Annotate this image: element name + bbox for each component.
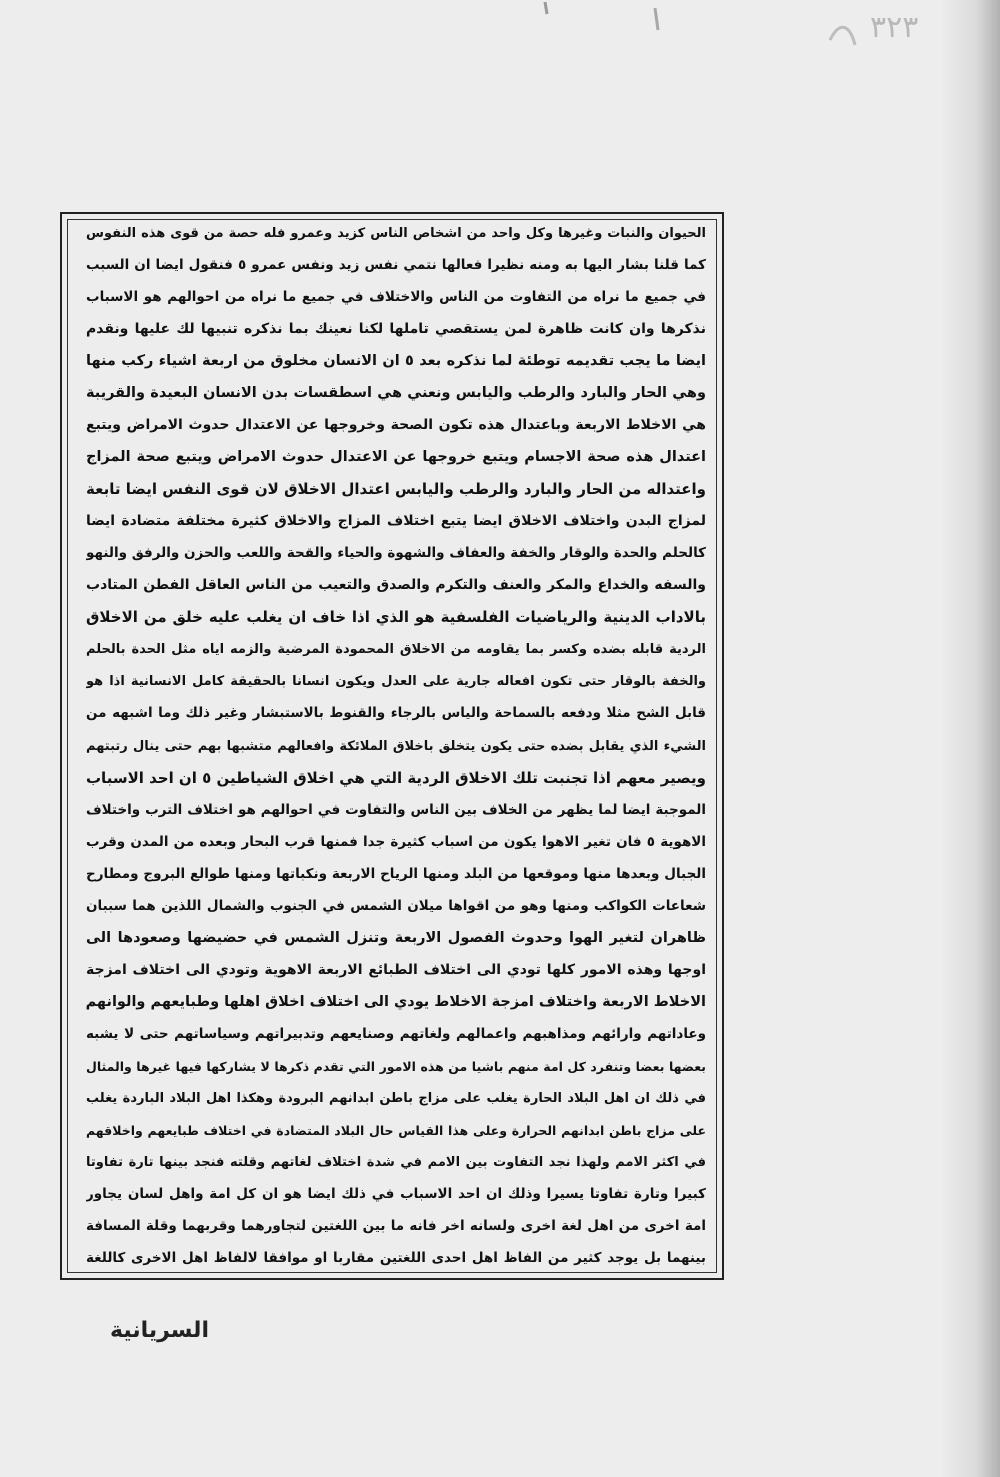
text-line: في اكثر الامم ولهذا نجد التفاوت بين الامم في شدة اختلاف لغاتهم وقلته فنجد بينها تارة تفاوتا (86, 1154, 706, 1170)
text-line: ويصير معهم اذا تجنبت تلك الاخلاق الردية التي هي اخلاق الشياطين ٥ ان احد الاسباب (86, 768, 706, 787)
text-line: امة اخرى من اهل لغة اخرى ولسانه اخر فانه ما بين اللغتين لتجاورهما وقربهما وقلة المسافة (86, 1217, 706, 1234)
text-line: واعتداله من الحار والبارد والرطب واليابس اعتدال الاخلاق لان قوى النفس ايضا تابعة (86, 480, 706, 499)
text-line: بينهما بل يوجد كثير من الفاظ اهل احدى اللغتين مقاربا او موافقا لالفاظ اهل الاخرى كاللغة (86, 1250, 706, 1266)
text-line: نذكرها وان كانت ظاهرة لمن يستقصي تاملها لكنا نعينك بما نذكره تنبيها لك عليها ونقدم (86, 321, 706, 338)
text-line: ظاهران لتغير الهوا وحدوث الفصول الاربعة وتنزل الشمس في حضيضها وصعودها الى (86, 929, 706, 946)
text-line: في جميع ما نراه من التفاوت من الناس والاختلاف في جميع ما نراه من احوالهم هو الاسباب (86, 289, 706, 306)
text-line: في ذلك ان اهل البلاد الحارة يغلب على مزاج باطن ابدانهم البرودة وهكذا اهل البلاد الباردة يغلب (86, 1090, 706, 1106)
text-line: اعتدال هذه صحة الاجسام ويتبع خروجها عن الاعتدال حدوث الامراض ويتبع صحة المزاج (86, 449, 706, 466)
text-line: الموجبة ايضا لما يظهر من الخلاف بين الناس والتفاوت في احوالهم هو اختلاف الترب واختلاف (86, 801, 706, 818)
text-line: شعاعات الكواكب ومنها وهو من اقواها ميلان الشمس في الجنوب والشمال اللذين هما سببان (86, 897, 706, 914)
text-line: كما قلنا بشار اليها به ومنه نظيرا فعالها نتمي نفس زيد ونفس عمرو ٥ فنقول ايضا ان السبب (86, 257, 706, 274)
folio-number: ٣٢٣ (870, 10, 919, 45)
text-line: وهي الحار والبارد والرطب واليابس ونعني هي اسطقسات بدن الانسان البعيدة والقريبة (86, 385, 706, 402)
text-line: الاهوية ٥ فان تغير الاهوا يكون من اسباب كثيرة جدا فمنها قرب البحار وبعده من المدن وقرب (86, 833, 706, 850)
text-line: ايضا ما يجب تقديمه توطئة لما نذكره بعد ٥ ان الانسان مخلوق من اربعة اشياء ركب منها (86, 353, 706, 370)
text-line: الحيوان والنبات وغيرها وكل واحد من اشخاص الناس كزيد وعمرو فله حصة من قوى هذه النفوس (86, 226, 706, 241)
text-line: والخفة بالوقار حتى تكون افعاله جارية على العدل ويكون انسانا بالحقيقة كامل الانسانية اذا هو (86, 674, 706, 690)
text-frame (60, 212, 724, 1280)
text-line: قابل الشح مثلا ودفعه بالسماحة والياس بالرجاء والقنوط بالاستبشار وغير ذلك وما اشبهه من (86, 705, 706, 722)
text-line: والسفه والخداع والمكر والعنف والتكرم والصدق والتعيب من الناس العاقل الفطن المتادب (86, 577, 706, 594)
text-line: كالحلم والحدة والوقار والخفة والعفاف والشهوة والحياء والقحة واللعب والحزن والرفق والنهو (86, 545, 706, 562)
text-line: هي الاخلاط الاربعة وباعتدال هذه تكون الصحة وخروجها عن الاعتدال حدوث الامراض ويتبع (86, 417, 706, 434)
text-line: لمزاج البدن واختلاف الاخلاق ايضا يتبع اختلاف المزاج والاخلاق كثيرة مختلفة متضادة ايضا (86, 513, 706, 530)
text-line: كبيرا وتارة تفاوتا يسيرا وذلك ان احد الاسباب في ذلك ايضا هو ان كل امة واهل لسان يجاور (86, 1185, 706, 1202)
text-line: وعاداتهم وارائهم ومذاهبهم واعمالهم ولغاتهم وصنايعهم وتدبيراتهم وسياساتهم حتى لا يشبه (86, 1025, 706, 1042)
text-line: بعضها بعضا وتنفرد كل امة منهم باشيا من هذه الامور التي تقدم ذكرها لا يشاركها فيها غيرها والمثال (86, 1058, 706, 1074)
text-line: الشيء الذي يقابل بضده حتى يكون يتخلق باخلاق الملائكة وافعالهم متشبها بهم حتى ينال رتبتهم (86, 738, 706, 754)
text-line: اوجها وهذه الامور كلها تودي الى اختلاف الطبائع الاربعة الاهوية وتودي الى اختلاف امزجة (86, 961, 706, 978)
manuscript-text-block (86, 220, 706, 1272)
catchword: السريانية (110, 1318, 209, 1343)
page-gutter-shadow (940, 0, 1000, 1477)
text-line: الردية قابله بضده وكسر بما يقاومه من الاخلاق المحمودة المرضية والزمه اياه مثل الحدة بالحلم (86, 642, 706, 658)
text-line: على مزاج باطن ابدانهم الحرارة وعلى هذا القياس حال البلاد المتضادة في اختلاف طبايعهم واخلاقهم (86, 1122, 706, 1138)
text-line: بالاداب الدينية والرياضيات الفلسفية هو الذي اذا خاف ان يغلب عليه خلق من الاخلاق (86, 608, 706, 627)
text-line: الاخلاط الاربعة واختلاف امزجة الاخلاط يودي الى اختلاف اخلاق اهلها وطبايعهم والوانهم (86, 993, 706, 1010)
bleed-through-marks (200, 0, 900, 70)
text-line: الجبال وبعدها منها وموقعها من البلد ومنها الرياح الاربعة ونكباتها ومنها طوالع البروج ومطارح (86, 865, 706, 882)
